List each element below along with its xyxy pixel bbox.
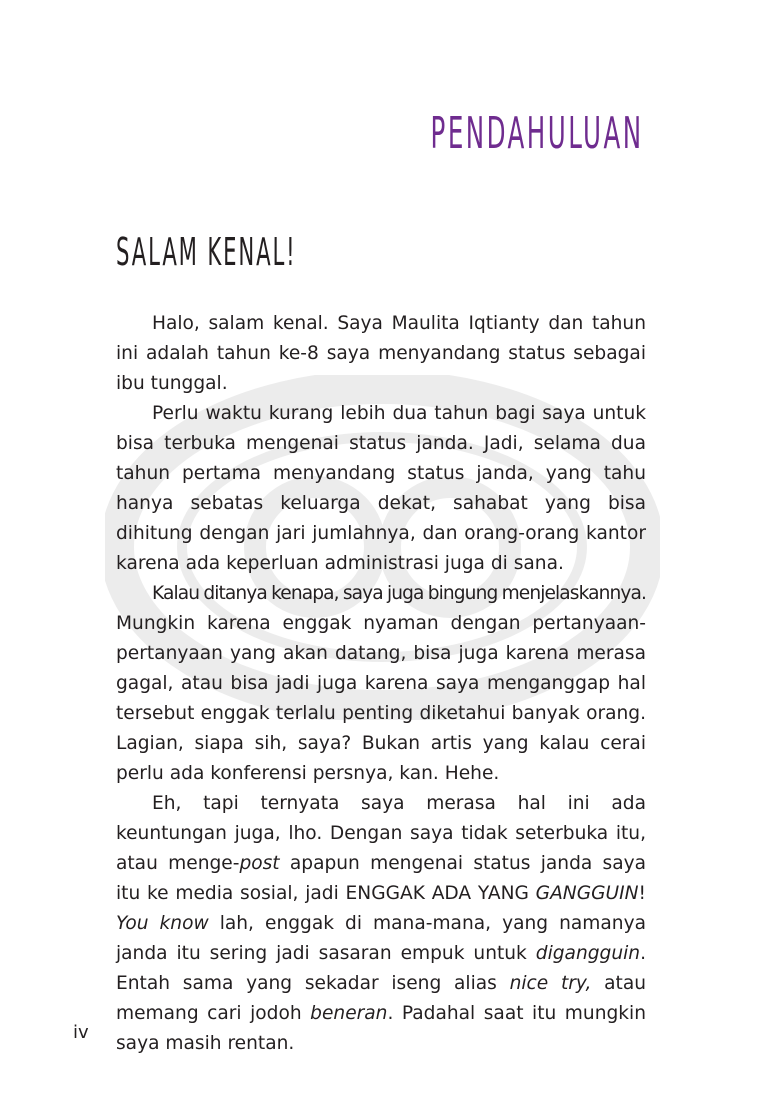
paragraph-4 [116,789,646,1059]
italic-term: digangguin [535,943,641,964]
paragraph-4-text: atau memang cari jodoh [116,973,646,1024]
paragraph-4-text: lah, enggak di mana-mana, yang namanya janda itu sering jadi sasaran empuk untuk [116,913,646,964]
chapter-title: PENDAHULUAN [431,108,644,159]
italic-term: beneran [310,1003,388,1024]
paragraph-4-text: apapun mengenai status janda saya itu ke media sosial, jadi ENGGAK ADA YANG [116,853,647,904]
italic-term: post [239,853,280,874]
paragraph-4-text: . Padahal saat itu mungkin saya masih rentan. [116,1003,647,1054]
paragraph-3 [116,579,646,789]
paragraph-3-rest: Mungkin karena enggak nyaman dengan pertanyaan-pertanyaan yang akan datang, bisa juga karena merasa gagal, atau bisa jadi juga karena saya menganggap hal tersebut enggak terlalu penting diketahui banyak orang. Lagian, siapa sih, saya? Bukan artis yang kalau cerai perlu ada konferensi persnya, kan. Hehe. [116,613,646,784]
page-number: iv [73,1022,89,1043]
body-text [116,309,646,1059]
italic-term: nice try, [509,973,592,994]
paragraph-4-text: ! [638,883,646,904]
paragraph-4-text: . Entah sama yang sekadar iseng alias [116,943,646,994]
paragraph-3-first-line: Kalau ditanya kenapa, saya juga bingung menjelaskannya. [152,583,646,604]
italic-term: GANGGUIN [535,883,639,904]
paragraph-4-text: Eh, tapi ternyata saya merasa hal ini ada keuntungan juga, lho. Dengan saya tidak seterbuka itu, atau menge- [116,793,646,874]
italic-term: You know [116,913,209,934]
paragraph-1: Halo, salam kenal. Saya Maulita Iqtianty dan tahun ini adalah tahun ke-8 saya menyandang status sebagai ibu tunggal. [116,313,646,394]
section-title: SALAM KENAL! [116,230,297,274]
paragraph-2: Perlu waktu kurang lebih dua tahun bagi saya untuk bisa terbuka mengenai status janda. Jadi, selama dua tahun pertama menyandang status janda, yang tahu hanya sebatas keluarga dekat, sahabat yang bisa dihitung dengan jari jumlahnya, dan orang-orang kantor karena ada keperluan administrasi juga di sana. [116,403,646,574]
